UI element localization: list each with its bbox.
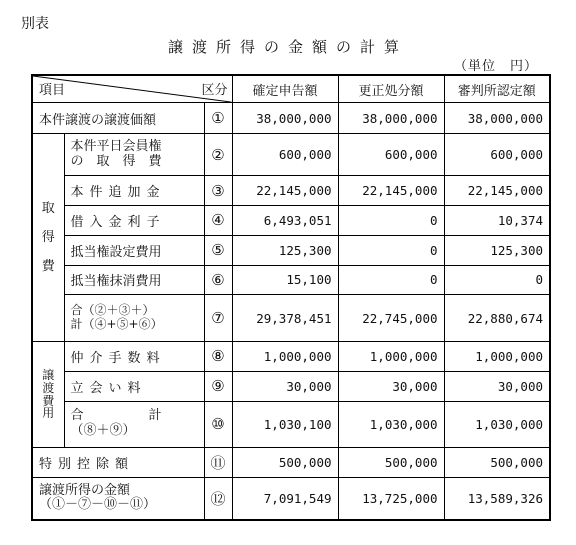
cell-col2: 1,000,000 <box>338 342 444 372</box>
row-symbol: ⑪ <box>204 448 232 478</box>
cell-col2: 600,000 <box>338 133 444 175</box>
row-symbol: ⑥ <box>204 265 232 295</box>
appendix-label: 別表 <box>21 16 49 32</box>
header-row <box>32 75 550 103</box>
cell-col3: 38,000,000 <box>444 103 550 134</box>
cell-col3: 30,000 <box>444 371 550 401</box>
cell-col2: 1,030,000 <box>338 401 444 448</box>
header-kubun: 区分 <box>201 83 228 98</box>
cell-col3: 22,145,000 <box>444 176 550 206</box>
cell-col1: 125,300 <box>232 235 338 265</box>
row-symbol: ⑩ <box>204 401 232 448</box>
acquisition-cost-group-label: 取 得 費 <box>32 133 64 341</box>
header-item: 項目 <box>39 83 66 98</box>
cell-col2: 38,000,000 <box>338 103 444 134</box>
header-col3: 審判所認定額 <box>444 75 550 103</box>
cell-col3: 500,000 <box>444 448 550 478</box>
table-row <box>32 176 550 206</box>
row-label: 借入金利子 <box>64 206 204 236</box>
row-label: 合（②＋③＋） 計（④+⑤+⑥） <box>64 295 204 342</box>
table-row <box>32 295 550 342</box>
cell-col2: 30,000 <box>338 371 444 401</box>
cell-col1: 1,030,100 <box>232 401 338 448</box>
header-col1: 確定申告額 <box>232 75 338 103</box>
cell-col3: 10,374 <box>444 206 550 236</box>
cell-col1: 500,000 <box>232 448 338 478</box>
row-label: 抵当権抹消費用 <box>64 265 204 295</box>
cell-col2: 0 <box>338 206 444 236</box>
unit-label: （単位 円） <box>453 59 538 74</box>
cell-col1: 6,493,051 <box>232 206 338 236</box>
table-row <box>32 103 550 134</box>
calculation-table <box>31 74 551 521</box>
cell-col1: 30,000 <box>232 371 338 401</box>
table-row <box>32 206 550 236</box>
cell-col3: 13,589,326 <box>444 477 550 520</box>
row-label: 仲介手数料 <box>64 342 204 372</box>
row-label: 本件追加金 <box>64 176 204 206</box>
cell-col2: 0 <box>338 265 444 295</box>
cell-col1: 38,000,000 <box>232 103 338 134</box>
transfer-expense-group-label: 譲 渡 費 用 <box>32 342 64 448</box>
row-symbol: ③ <box>204 176 232 206</box>
cell-col1: 7,091,549 <box>232 477 338 520</box>
table-row <box>32 133 550 175</box>
row-symbol: ⑫ <box>204 477 232 520</box>
row-label: 特別控除額 <box>32 448 204 478</box>
row-label: 抵当権設定費用 <box>64 235 204 265</box>
cell-col3: 1,000,000 <box>444 342 550 372</box>
row-label: 本件譲渡の譲渡価額 <box>32 103 204 134</box>
cell-col2: 22,145,000 <box>338 176 444 206</box>
table-row <box>32 448 550 478</box>
cell-col1: 1,000,000 <box>232 342 338 372</box>
cell-col2: 22,745,000 <box>338 295 444 342</box>
cell-col2: 500,000 <box>338 448 444 478</box>
row-symbol: ① <box>204 103 232 134</box>
row-symbol: ⑦ <box>204 295 232 342</box>
cell-col1: 22,145,000 <box>232 176 338 206</box>
cell-col3: 0 <box>444 265 550 295</box>
row-label: 本件平日会員権 の 取 得 費 <box>64 133 204 175</box>
cell-col2: 13,725,000 <box>338 477 444 520</box>
cell-col3: 1,030,000 <box>444 401 550 448</box>
table-row <box>32 477 550 520</box>
table-row <box>32 401 550 448</box>
table-row <box>32 342 550 372</box>
cell-col2: 0 <box>338 235 444 265</box>
table-row <box>32 235 550 265</box>
cell-col3: 125,300 <box>444 235 550 265</box>
document-title: 譲渡所得の金額の計算 <box>167 38 408 56</box>
row-label: 立会い料 <box>64 371 204 401</box>
row-label: 譲渡所得の金額 （①－⑦－⑩－⑪） <box>32 477 204 520</box>
cell-col1: 600,000 <box>232 133 338 175</box>
table-row <box>32 371 550 401</box>
table-row <box>32 265 550 295</box>
cell-col1: 29,378,451 <box>232 295 338 342</box>
row-symbol: ⑧ <box>204 342 232 372</box>
cell-col1: 15,100 <box>232 265 338 295</box>
header-col2: 更正処分額 <box>338 75 444 103</box>
row-symbol: ② <box>204 133 232 175</box>
cell-col3: 22,880,674 <box>444 295 550 342</box>
row-symbol: ⑨ <box>204 371 232 401</box>
header-diagonal-cell <box>32 75 232 103</box>
cell-col3: 600,000 <box>444 133 550 175</box>
row-symbol: ⑤ <box>204 235 232 265</box>
row-symbol: ④ <box>204 206 232 236</box>
row-label: 合 計 （⑧＋⑨） <box>64 401 204 448</box>
